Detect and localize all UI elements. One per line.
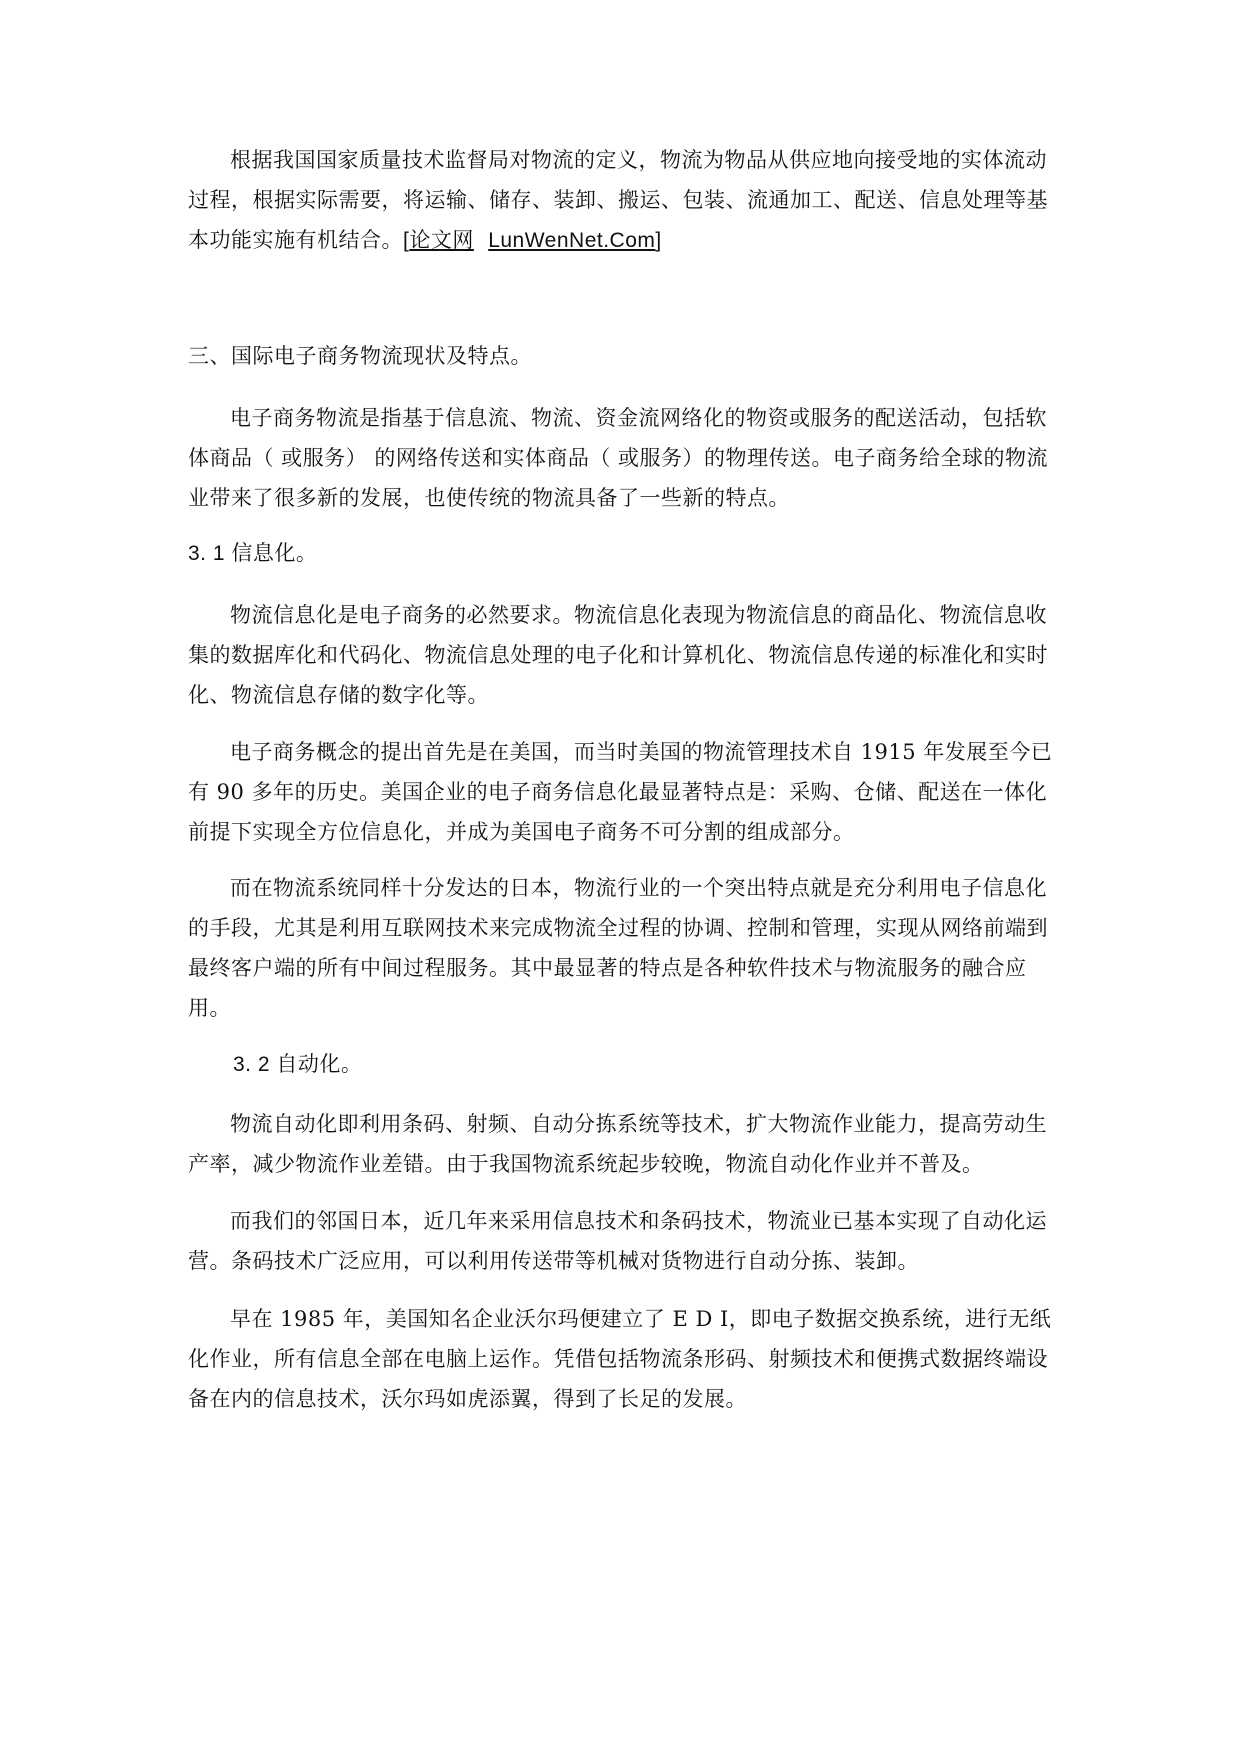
paragraph-informatization: 物流信息化是电子商务的必然要求。物流信息化表现为物流信息的商品化、物流信息收集的数据库化和代码化、物流信息处理的电子化和计算机化、物流信息传递的标准化和实时化、物流信息存储的数字化等。 (188, 603, 1048, 707)
source-link-lunwennet[interactable]: LunWenNet.Com (488, 229, 656, 252)
paragraph-text: 根据我国国家质量技术监督局对物流的定义，物流为物品从供应地向接受地的实体流动过程，根据实际需要，将运输、储存、装卸、搬运、包装、流通加工、配送、信息处理等基本功能实施有机结合。 (188, 148, 1048, 252)
paragraph-automation: 物流自动化即利用条码、射频、自动分拣系统等技术，扩大物流作业能力，提高劳动生产率，减少物流作业差错。由于我国物流系统起步较晚，物流自动化作业并不普及。 (188, 1112, 1047, 1176)
paragraph-us-ecommerce: 电子商务概念的提出首先是在美国，而当时美国的物流管理技术自 1915 年发展至今已有 90 多年的历史。美国企业的电子商务信息化最显著特点是：采购、仓储、配送在一体化前提下实现全方位信息化，并成为美国电子商务不可分割的组成部分。 (188, 740, 1053, 844)
paragraph-logistics-definition (188, 140, 1058, 261)
bracket-close: ] (655, 229, 662, 252)
paragraph-japan-logistics: 而在物流系统同样十分发达的日本，物流行业的一个突出特点就是充分利用电子信息化的手段，尤其是利用互联网技术来完成物流全过程的协调、控制和管理，实现从网络前端到最终客户端的所有中间过程服务。其中最显著的特点是各种软件技术与物流服务的融合应用。 (188, 876, 1048, 1020)
subsection-heading-3-2: 3. 2 自动化。 (233, 1053, 363, 1076)
section-heading-3: 三、国际电子商务物流现状及特点。 (188, 344, 532, 368)
bracket-open: [ (403, 229, 410, 252)
subsection-heading-3-1: 3. 1 信息化。 (188, 542, 318, 565)
source-link-lunwenwang[interactable]: 论文网 (409, 229, 474, 252)
paragraph-ecommerce-logistics: 电子商务物流是指基于信息流、物流、资金流网络化的物资或服务的配送活动，包括软体商品（ 或服务） 的网络传送和实体商品（ 或服务）的物理传送。电子商务给全球的物流业带来了很多新的发展，也使传统的物流具备了一些新的特点。 (188, 406, 1049, 510)
paragraph-walmart-edi: 早在 1985 年，美国知名企业沃尔玛便建立了 E D I，即电子数据交换系统，进行无纸化作业，所有信息全部在电脑上运作。凭借包括物流条形码、射频技术和便携式数据终端设备在内的信息技术，沃尔玛如虎添翼，得到了长足的发展。 (188, 1307, 1052, 1411)
paragraph-japan-automation: 而我们的邻国日本，近几年来采用信息技术和条码技术，物流业已基本实现了自动化运营。条码技术广泛应用，可以利用传送带等机械对货物进行自动分拣、装卸。 (188, 1209, 1047, 1273)
